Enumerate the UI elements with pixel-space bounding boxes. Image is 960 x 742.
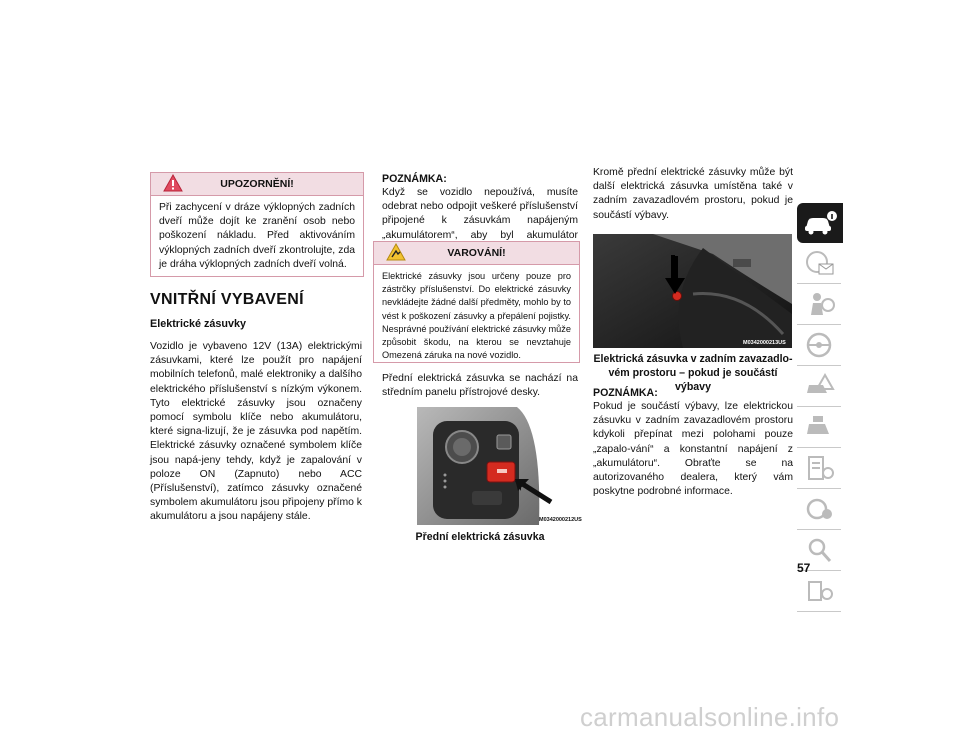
tab-vehicle-info[interactable] [797, 203, 843, 243]
car-info-icon [803, 208, 837, 236]
note-text: Když se vozidlo nepoužívá, musíte odebrat nebo odpojit veškeré příslušenství připojené k zásuvkám napájeným „akumulátorem“, aby byl akumulátor [382, 187, 578, 241]
page-number: 57 [797, 561, 811, 575]
warning-box-outlets [373, 241, 580, 363]
caption-line-2: vém prostoru – pokud je součástí výbavy [608, 367, 778, 393]
note-text: Pokud je součástí výbavy, lze elektrickou zásuvku v zadním zavazadlovém prostoru kdykoli přepínat mezi polohami pouze „zapalo-vání“ a konstantní napájení z „akumulátoru“. Obraťte se na autorizovaného dealera, který vám poskytne podrobné informace. [593, 401, 793, 498]
tab-multimedia[interactable] [797, 489, 841, 530]
steering-wheel-icon [803, 330, 837, 360]
car-service-icon [803, 412, 837, 442]
dashboard-mail-icon [803, 248, 837, 278]
multimedia-icon [803, 576, 837, 606]
watermark: carmanualsonline.info [580, 702, 840, 732]
tab-emergency[interactable] [797, 366, 841, 407]
tab-service[interactable] [797, 407, 841, 448]
section-title: VNITŘNÍ VYBAVENÍ [150, 291, 304, 308]
warning-box-tailgate [150, 172, 364, 277]
chapter-tabs [797, 203, 843, 612]
warning-text: Elektrické zásuvky jsou určeny pouze pro zástrčky příslušenství. Do elektrické zásuvky nevkládejte žádné další předměty, mohlo by to vést k poškození zásuvky a přepálení pojistky. Nesprávné používání elektrické zásuvky může způsobit škodu, na kterou se nevztahuje Omezená záruka na nové vozidlo. [382, 271, 571, 361]
seatbelt-airbag-icon [803, 289, 837, 319]
note-title: POZNÁMKA: [593, 387, 658, 399]
tab-specifications[interactable] [797, 448, 841, 489]
note-title: POZNÁMKA: [382, 173, 447, 185]
warning-title: UPOZORNĚNÍ! [220, 178, 294, 190]
front-outlet-image [417, 407, 582, 525]
emergency-icon [803, 494, 837, 524]
tab-driving[interactable] [797, 325, 841, 366]
rear-outlet-image [593, 234, 792, 348]
tab-dashboard[interactable] [797, 243, 841, 284]
body-rear-outlet-intro: Kromě přední elektrické zásuvky může být další elektrická zásuvka umístěna také v zadním zavazadlovém prostoru, pokud je součástí výbavy. [593, 167, 793, 221]
figure-caption-front: Přední elektrická zásuvka [415, 531, 545, 543]
car-crash-icon [803, 371, 837, 401]
caption-line-1: Elektrická zásuvka v zadním zavazadlo- [593, 353, 793, 365]
tab-customer-help[interactable] [797, 571, 841, 612]
image-code: M0342000213US [743, 340, 786, 346]
warning-header [374, 242, 579, 265]
tab-safety[interactable] [797, 284, 841, 325]
checklist-icon [803, 453, 837, 483]
warning-text: Při zachycení v dráze výklopných zadních dveří může dojít ke zranění osob nebo poškození nákladu. Před aktivováním výklopných zadních dveří zkontrolujte, zda je dráha výklopných zadních dveří volná. [159, 202, 355, 270]
image-code: M0342000212US [539, 517, 582, 523]
body-front-outlet-location: Přední elektrická zásuvka se nachází na středním panelu přístrojové desky. [382, 373, 578, 399]
subsection-title: Elektrické zásuvky [150, 318, 247, 330]
warning-title: VAROVÁNÍ! [447, 247, 506, 259]
warning-header [151, 173, 363, 196]
body-paragraph-power-outlets: Vozidlo je vybaveno 12V (13A) elektrickými zásuvkami, které lze použít pro napájení mobilních telefonů, malé elektroniky a dalšího elektrického příslušenství s nízkým výkonem. Tyto elektrické zásuvky jsou označeny pomocí symbolu klíče nebo akumulátoru, které signa-lizují, že je zásuvka pod napětím. Elektrické zásuvky označené symbolem klíče jsou napá-jeny tehdy, když je zapalování v poloze ON (Zapnuto) nebo ACC (Příslušenství), zatímco zásuvky označené symbolem akumulátoru jsou připojeny přímo k akumulátoru a jsou napájeny stále. [150, 341, 362, 523]
